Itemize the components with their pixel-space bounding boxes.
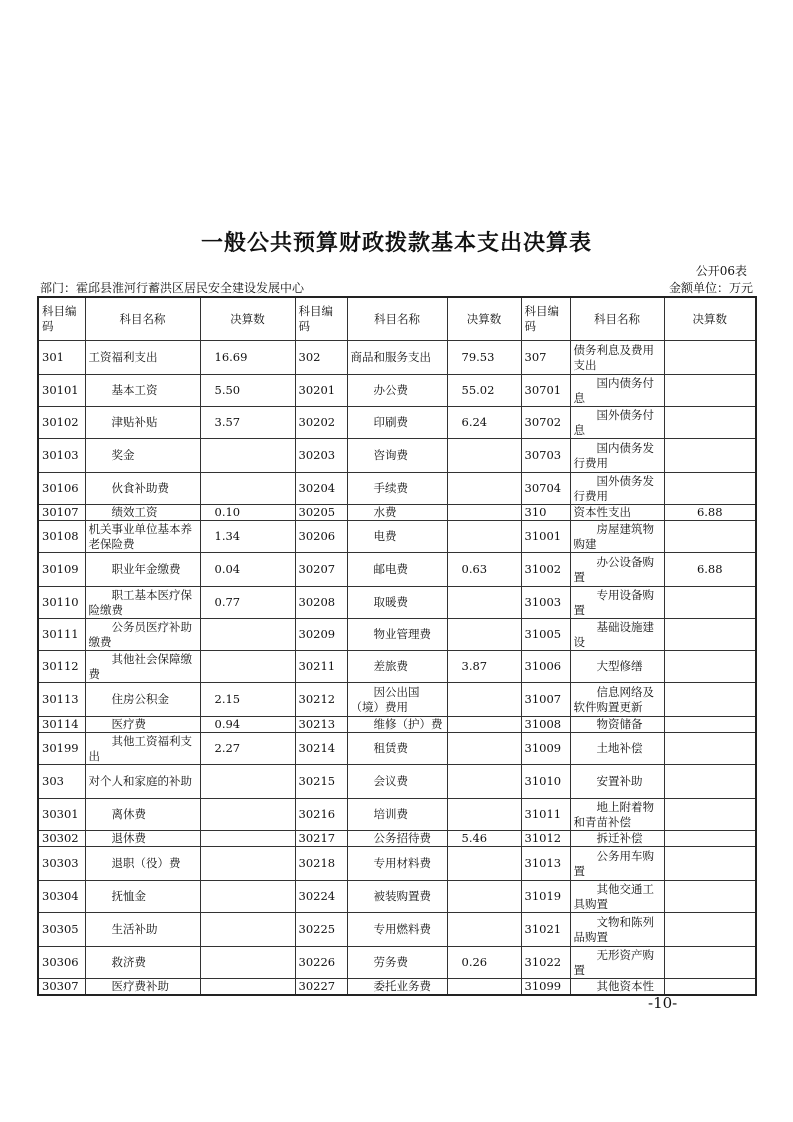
cell-name: 大型修缮 <box>570 651 664 683</box>
cell-name: 物业管理费 <box>347 619 447 651</box>
cell-code: 31002 <box>521 553 570 587</box>
table-row <box>38 913 756 947</box>
cell-name: 办公设备购置 <box>570 553 664 587</box>
cell-name: 国外债务发行费用 <box>570 473 664 505</box>
cell-amount: 3.57 <box>200 407 295 439</box>
cell-code: 31008 <box>521 717 570 733</box>
cell-amount: 0.26 <box>447 947 521 979</box>
cell-amount: 6.88 <box>664 553 756 587</box>
cell-code: 30206 <box>295 521 347 553</box>
cell-code: 31021 <box>521 913 570 947</box>
cell-amount <box>664 881 756 913</box>
cell-code: 30702 <box>521 407 570 439</box>
table-row <box>38 587 756 619</box>
cell-amount: 6.88 <box>664 505 756 521</box>
table-row <box>38 341 756 375</box>
cell-code: 30109 <box>38 553 85 587</box>
header-code: 科目编码 <box>521 297 570 341</box>
cell-name: 取暖费 <box>347 587 447 619</box>
cell-name: 商品和服务支出 <box>347 341 447 375</box>
cell-code: 31003 <box>521 587 570 619</box>
cell-amount: 0.63 <box>447 553 521 587</box>
cell-amount <box>200 979 295 996</box>
cell-name: 抚恤金 <box>85 881 200 913</box>
cell-amount <box>447 619 521 651</box>
cell-amount <box>664 407 756 439</box>
cell-code: 31011 <box>521 799 570 831</box>
cell-name: 维修（护）费 <box>347 717 447 733</box>
cell-code: 31010 <box>521 765 570 799</box>
header-code: 科目编码 <box>38 297 85 341</box>
cell-amount <box>447 979 521 996</box>
cell-code: 31007 <box>521 683 570 717</box>
cell-code: 30704 <box>521 473 570 505</box>
cell-code: 31013 <box>521 847 570 881</box>
table-row <box>38 847 756 881</box>
cell-code: 30703 <box>521 439 570 473</box>
cell-amount <box>200 765 295 799</box>
header-amount: 决算数 <box>447 297 521 341</box>
cell-code: 30208 <box>295 587 347 619</box>
cell-code: 310 <box>521 505 570 521</box>
cell-code: 30112 <box>38 651 85 683</box>
cell-code: 30114 <box>38 717 85 733</box>
cell-amount <box>200 913 295 947</box>
cell-name: 文物和陈列品购置 <box>570 913 664 947</box>
cell-name: 手续费 <box>347 473 447 505</box>
cell-amount: 0.77 <box>200 587 295 619</box>
cell-amount <box>447 733 521 765</box>
cell-amount <box>664 947 756 979</box>
cell-code: 31001 <box>521 521 570 553</box>
cell-name: 印刷费 <box>347 407 447 439</box>
header-name: 科目名称 <box>347 297 447 341</box>
cell-amount <box>200 619 295 651</box>
cell-amount <box>200 831 295 847</box>
table-row <box>38 407 756 439</box>
cell-code: 30216 <box>295 799 347 831</box>
cell-name: 住房公积金 <box>85 683 200 717</box>
cell-amount <box>200 439 295 473</box>
cell-name: 委托业务费 <box>347 979 447 996</box>
cell-amount <box>664 847 756 881</box>
cell-name: 差旅费 <box>347 651 447 683</box>
header-name: 科目名称 <box>570 297 664 341</box>
header-amount: 决算数 <box>200 297 295 341</box>
cell-code: 31099 <box>521 979 570 996</box>
header-name: 科目名称 <box>85 297 200 341</box>
cell-name: 邮电费 <box>347 553 447 587</box>
cell-amount <box>200 881 295 913</box>
cell-amount <box>664 651 756 683</box>
table-row <box>38 831 756 847</box>
cell-amount <box>664 799 756 831</box>
cell-amount <box>664 831 756 847</box>
cell-name: 离休费 <box>85 799 200 831</box>
cell-name: 无形资产购置 <box>570 947 664 979</box>
cell-code: 31019 <box>521 881 570 913</box>
table-row <box>38 683 756 717</box>
cell-code: 30305 <box>38 913 85 947</box>
table-row <box>38 799 756 831</box>
cell-name: 债务利息及费用支出 <box>570 341 664 375</box>
cell-amount: 0.04 <box>200 553 295 587</box>
cell-name: 房屋建筑物购建 <box>570 521 664 553</box>
cell-name: 劳务费 <box>347 947 447 979</box>
cell-amount <box>664 619 756 651</box>
cell-code: 31009 <box>521 733 570 765</box>
cell-amount: 6.24 <box>447 407 521 439</box>
cell-amount <box>447 473 521 505</box>
cell-code: 30306 <box>38 947 85 979</box>
cell-name: 对个人和家庭的补助 <box>85 765 200 799</box>
cell-amount <box>447 799 521 831</box>
cell-amount <box>447 847 521 881</box>
cell-code: 30108 <box>38 521 85 553</box>
cell-code: 30701 <box>521 375 570 407</box>
cell-name: 物资储备 <box>570 717 664 733</box>
cell-code: 30110 <box>38 587 85 619</box>
cell-code: 30212 <box>295 683 347 717</box>
cell-code: 30225 <box>295 913 347 947</box>
cell-name: 电费 <box>347 521 447 553</box>
cell-name: 专用燃料费 <box>347 913 447 947</box>
cell-name: 职业年金缴费 <box>85 553 200 587</box>
cell-code: 30226 <box>295 947 347 979</box>
cell-amount <box>447 881 521 913</box>
cell-amount: 3.87 <box>447 651 521 683</box>
table-row <box>38 765 756 799</box>
cell-name: 咨询费 <box>347 439 447 473</box>
cell-name: 培训费 <box>347 799 447 831</box>
cell-code: 30307 <box>38 979 85 996</box>
cell-code: 30111 <box>38 619 85 651</box>
header-amount: 决算数 <box>664 297 756 341</box>
cell-code: 30107 <box>38 505 85 521</box>
cell-name: 伙食补助费 <box>85 473 200 505</box>
cell-code: 30304 <box>38 881 85 913</box>
cell-name: 奖金 <box>85 439 200 473</box>
cell-amount <box>200 473 295 505</box>
cell-name: 公务招待费 <box>347 831 447 847</box>
cell-name: 津贴补贴 <box>85 407 200 439</box>
cell-amount <box>447 717 521 733</box>
table-row <box>38 473 756 505</box>
cell-name: 被装购置费 <box>347 881 447 913</box>
table-header-row <box>38 297 756 341</box>
cell-code: 31006 <box>521 651 570 683</box>
table-row <box>38 947 756 979</box>
cell-amount <box>664 765 756 799</box>
cell-amount: 16.69 <box>200 341 295 375</box>
cell-name: 机关事业单位基本养老保险费 <box>85 521 200 553</box>
table-row <box>38 979 756 996</box>
table-row <box>38 439 756 473</box>
cell-code: 30204 <box>295 473 347 505</box>
cell-amount: 79.53 <box>447 341 521 375</box>
cell-name: 退休费 <box>85 831 200 847</box>
cell-code: 30203 <box>295 439 347 473</box>
cell-amount: 1.34 <box>200 521 295 553</box>
cell-amount <box>664 521 756 553</box>
cell-code: 31022 <box>521 947 570 979</box>
cell-code: 30207 <box>295 553 347 587</box>
cell-code: 30211 <box>295 651 347 683</box>
cell-code: 31012 <box>521 831 570 847</box>
cell-name: 土地补偿 <box>570 733 664 765</box>
cell-name: 地上附着物和青苗补偿 <box>570 799 664 831</box>
department-label: 部门：霍邱县淮河行蓄洪区居民安全建设发展中心 <box>40 281 305 295</box>
cell-amount <box>447 521 521 553</box>
cell-code: 30217 <box>295 831 347 847</box>
cell-code: 30301 <box>38 799 85 831</box>
cell-name: 其他交通工具购置 <box>570 881 664 913</box>
cell-name: 专用材料费 <box>347 847 447 881</box>
table-row <box>38 881 756 913</box>
cell-code: 301 <box>38 341 85 375</box>
cell-name: 会议费 <box>347 765 447 799</box>
cell-code: 30106 <box>38 473 85 505</box>
cell-amount: 5.50 <box>200 375 295 407</box>
cell-code: 30113 <box>38 683 85 717</box>
cell-name: 国外债务付息 <box>570 407 664 439</box>
cell-name: 因公出国（境）费用 <box>347 683 447 717</box>
cell-amount: 55.02 <box>447 375 521 407</box>
cell-code: 307 <box>521 341 570 375</box>
cell-name: 其他工资福利支出 <box>85 733 200 765</box>
cell-name: 医疗费 <box>85 717 200 733</box>
cell-name: 工资福利支出 <box>85 341 200 375</box>
cell-code: 30303 <box>38 847 85 881</box>
cell-name: 办公费 <box>347 375 447 407</box>
table-row <box>38 717 756 733</box>
cell-name: 基本工资 <box>85 375 200 407</box>
cell-name: 职工基本医疗保险缴费 <box>85 587 200 619</box>
table-row <box>38 651 756 683</box>
cell-amount <box>447 505 521 521</box>
cell-code: 30302 <box>38 831 85 847</box>
cell-amount <box>664 717 756 733</box>
table-row <box>38 553 756 587</box>
cell-code: 30215 <box>295 765 347 799</box>
table-row <box>38 375 756 407</box>
cell-name: 安置补助 <box>570 765 664 799</box>
cell-name: 其他资本性 <box>570 979 664 996</box>
table-row <box>38 521 756 553</box>
table-row <box>38 619 756 651</box>
cell-name: 其他社会保障缴费 <box>85 651 200 683</box>
cell-code: 30201 <box>295 375 347 407</box>
cell-name: 救济费 <box>85 947 200 979</box>
cell-code: 30102 <box>38 407 85 439</box>
cell-amount <box>664 979 756 996</box>
cell-amount <box>664 375 756 407</box>
cell-code: 30218 <box>295 847 347 881</box>
cell-amount <box>447 683 521 717</box>
cell-code: 30213 <box>295 717 347 733</box>
expenditure-table <box>37 296 757 996</box>
cell-name: 专用设备购置 <box>570 587 664 619</box>
cell-amount <box>200 651 295 683</box>
cell-name: 基础设施建设 <box>570 619 664 651</box>
cell-code: 30101 <box>38 375 85 407</box>
cell-code: 31005 <box>521 619 570 651</box>
cell-name: 医疗费补助 <box>85 979 200 996</box>
cell-amount <box>200 847 295 881</box>
cell-amount <box>447 439 521 473</box>
page-title: 一般公共预算财政拨款基本支出决算表 <box>200 230 592 256</box>
cell-amount <box>200 947 295 979</box>
cell-name: 公务员医疗补助缴费 <box>85 619 200 651</box>
cell-code: 30103 <box>38 439 85 473</box>
form-number: 公开06表 <box>695 264 747 278</box>
table-row <box>38 733 756 765</box>
cell-amount <box>664 683 756 717</box>
cell-name: 信息网络及软件购置更新 <box>570 683 664 717</box>
cell-amount <box>447 913 521 947</box>
cell-code: 30202 <box>295 407 347 439</box>
cell-name: 生活补助 <box>85 913 200 947</box>
cell-amount <box>447 765 521 799</box>
cell-code: 302 <box>295 341 347 375</box>
cell-amount: 0.94 <box>200 717 295 733</box>
cell-amount <box>447 587 521 619</box>
cell-amount <box>664 913 756 947</box>
table-row <box>38 505 756 521</box>
cell-amount <box>664 473 756 505</box>
cell-amount: 2.15 <box>200 683 295 717</box>
cell-name: 公务用车购置 <box>570 847 664 881</box>
cell-amount <box>664 733 756 765</box>
cell-amount <box>664 587 756 619</box>
cell-name: 绩效工资 <box>85 505 200 521</box>
cell-code: 30214 <box>295 733 347 765</box>
cell-amount <box>664 341 756 375</box>
cell-name: 水费 <box>347 505 447 521</box>
header-code: 科目编码 <box>295 297 347 341</box>
cell-amount: 5.46 <box>447 831 521 847</box>
cell-code: 30199 <box>38 733 85 765</box>
cell-code: 30227 <box>295 979 347 996</box>
cell-amount: 2.27 <box>200 733 295 765</box>
cell-name: 退职（役）费 <box>85 847 200 881</box>
cell-name: 国内债务发行费用 <box>570 439 664 473</box>
cell-code: 30224 <box>295 881 347 913</box>
page-number: -10- <box>648 994 678 1012</box>
cell-amount: 0.10 <box>200 505 295 521</box>
cell-name: 资本性支出 <box>570 505 664 521</box>
cell-amount <box>664 439 756 473</box>
cell-code: 30209 <box>295 619 347 651</box>
amount-unit-label: 金额单位：万元 <box>668 281 753 295</box>
cell-amount <box>200 799 295 831</box>
cell-code: 303 <box>38 765 85 799</box>
cell-name: 国内债务付息 <box>570 375 664 407</box>
cell-code: 30205 <box>295 505 347 521</box>
cell-name: 拆迁补偿 <box>570 831 664 847</box>
cell-name: 租赁费 <box>347 733 447 765</box>
